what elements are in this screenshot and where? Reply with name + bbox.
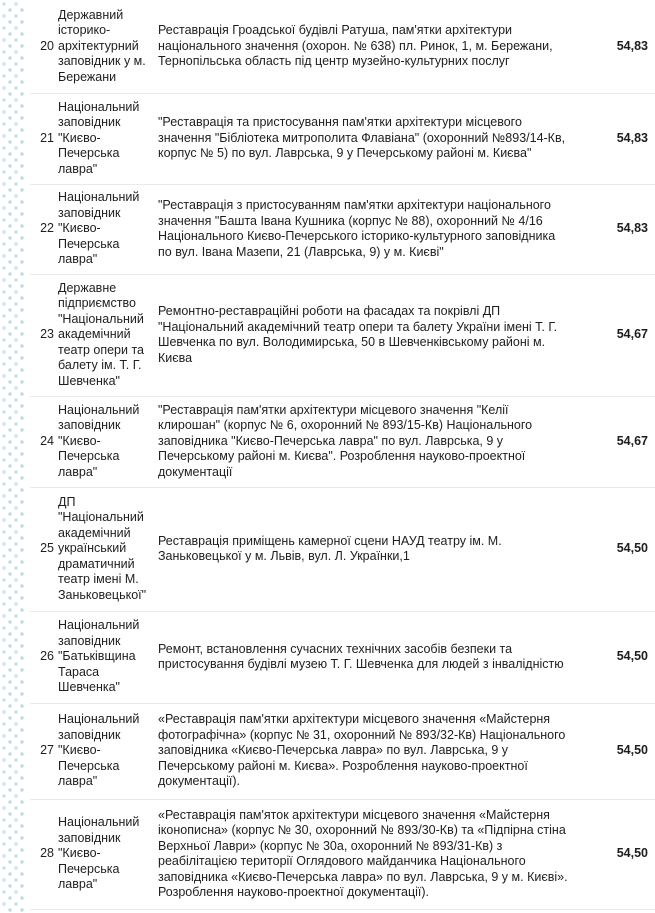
project-description: Реставрація приміщень камерної сцени НАУД театру ім. М. Заньковецької у м. Львів, вул. Л. Українки,1	[154, 487, 578, 611]
score-value: 54,50	[578, 799, 655, 909]
organization-cell: Державне підприємство "Національний академічний театр опери та балету ім. Т. Г. Шевченка"	[56, 274, 154, 396]
row-number: 22	[30, 184, 56, 274]
table-row	[30, 184, 655, 274]
row-number: 23	[30, 274, 56, 396]
organization-cell: Національний заповідник "Києво- Печерська лавра"	[56, 396, 154, 487]
table-row	[30, 93, 655, 184]
row-number: 28	[30, 799, 56, 909]
projects-table	[30, 0, 652, 910]
project-description: Ремонтно-реставраційні роботи на фасадах та покрівлі ДП "Національний академічний театр опери та балету України імені Т. Г. Шевченка по вул. Володимирська, 50 в Шевченківському районі м. Києва	[154, 274, 578, 396]
score-value: 54,83	[578, 184, 655, 274]
score-value: 54,83	[578, 93, 655, 184]
score-value: 54,50	[578, 611, 655, 703]
table-row	[30, 274, 655, 396]
score-value: 54,67	[578, 274, 655, 396]
project-description: "Реставрація з пристосуванням пам'ятки архітектури національного значення "Башта Івана Кушника (корпус № 88), охоронний № 4/16 Національного Києво-Печерського історико-культурного заповідника по вул. Івана Мазепи, 21 (Лаврська, 9) у м. Києві"	[154, 184, 578, 274]
organization-cell: Національний заповідник "Києво- Печерська лавра"	[56, 799, 154, 909]
row-number: 27	[30, 703, 56, 799]
project-description: "Реставрація та пристосування пам'ятки архітектури місцевого значення "Бібліотека митрополита Флавіана" (охоронний №893/14-Кв, корпус № 5) по вул. Лаврська, 9 у Печерському районі м. Києва"	[154, 93, 578, 184]
organization-cell: Національний заповідник "Києво- Печерська лавра"	[56, 93, 154, 184]
project-description: «Реставрація пам'ятки архітектури місцевого значення «Майстерня фотографічна» (корпус № 31, охоронний № 893/32-Кв) Національного заповідника «Києво-Печерська лавра» по вул. Лаврська, 9 у Печерському районі м. Києва». Розроблення науково-проектної документації).	[154, 703, 578, 799]
row-number: 24	[30, 396, 56, 487]
row-number: 25	[30, 487, 56, 611]
table-row	[30, 611, 655, 703]
organization-cell: Національний заповідник "Києво- Печерська лавра"	[56, 703, 154, 799]
table-row	[30, 396, 655, 487]
decorative-border	[0, 0, 26, 913]
score-value: 54,50	[578, 487, 655, 611]
organization-cell: Державний історико- архітектурний заповідник у м. Бережани	[56, 0, 154, 93]
project-description: Реставрація Гроадської будівлі Ратуша, пам'ятки архітектури національного значення (охорон. № 638) пл. Ринок, 1, м. Бережани, Тернопільська область під центр музейно-культурних послуг	[154, 0, 578, 93]
table-row	[30, 703, 655, 799]
score-value: 54,50	[578, 703, 655, 799]
project-description: «Реставрація пам'яток архітектури місцевого значення «Майстерня іконописна» (корпус № 30, охоронний № 893/30-Кв) та «Підпірна стіна Верхньої Лаври» (корпус № 30а, охоронний № 893/31-Кв) з реабілітацією території Оглядового майданчика Національного заповідника «Києво-Печерська лавра» по вул. Лаврська, 9 у м. Києві». Розроблення науково-проектної документації).	[154, 799, 578, 909]
organization-cell: ДП "Національний академічний український драматичний театр імені М. Заньковецької"	[56, 487, 154, 611]
row-number: 26	[30, 611, 56, 703]
row-number: 21	[30, 93, 56, 184]
table-row	[30, 0, 655, 93]
project-description: "Реставрація пам'ятки архітектури місцевого значення "Келії клирошан" (корпус № 6, охоронний № 893/15-Кв) Національного заповідника "Києво-Печерська лавра" по вул. Лаврська, 9 у Печерському районі м. Києва". Розроблення науково-проектної документації	[154, 396, 578, 487]
project-description: Ремонт, встановлення сучасних технічних засобів безпеки та пристосування будівлі музею Т. Г. Шевченка для людей з інвалідністю	[154, 611, 578, 703]
table-row	[30, 487, 655, 611]
organization-cell: Національний заповідник "Києво- Печерська лавра"	[56, 184, 154, 274]
organization-cell: Національний заповідник "Батьківщина Тараса Шевченка"	[56, 611, 154, 703]
score-value: 54,67	[578, 396, 655, 487]
table-row	[30, 799, 655, 909]
row-number: 20	[30, 0, 56, 93]
score-value: 54,83	[578, 0, 655, 93]
